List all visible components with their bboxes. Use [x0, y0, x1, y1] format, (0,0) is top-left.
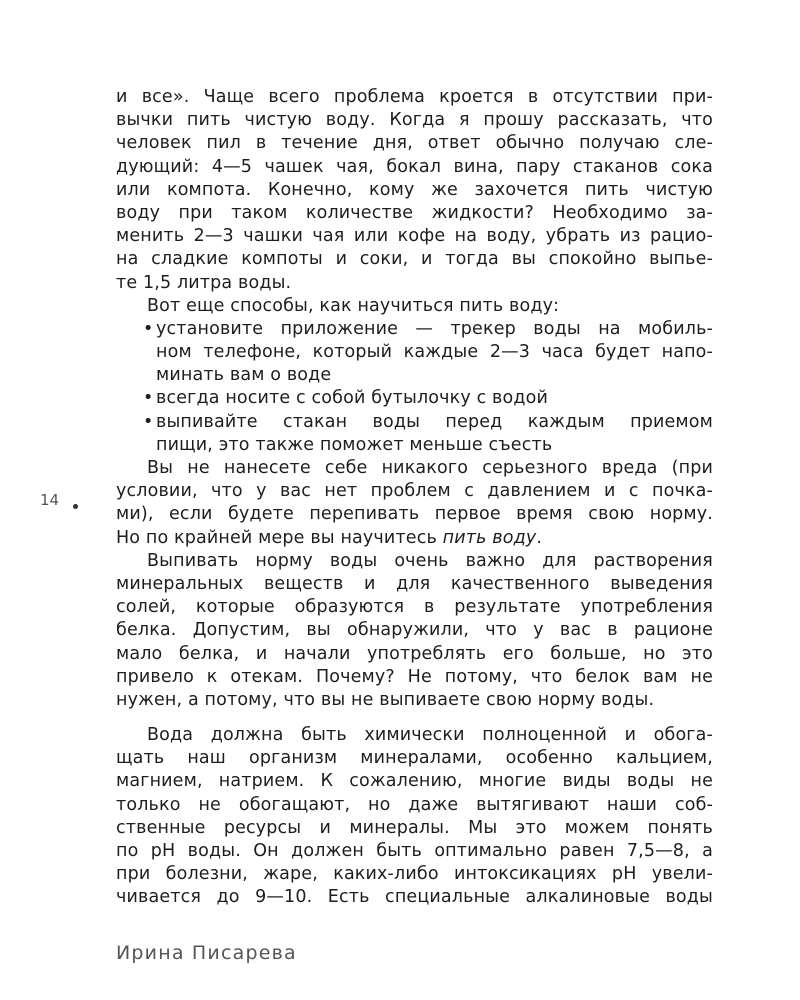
text-line: Вы не нанесете себе никакого серьезного вреда (при — [147, 458, 713, 478]
bullet-marker: • — [143, 318, 154, 339]
text-line: воду при таком количестве жидкости? Необходимо за- — [116, 202, 713, 223]
bullet-marker: • — [143, 388, 154, 409]
body-text — [116, 86, 713, 910]
text-line: те 1,5 литра воды. — [116, 272, 292, 293]
text-line: при болезни, жаре, каких-либо интоксикациях pH увели- — [116, 864, 713, 885]
text-line: ственные ресурсы и минералы. Мы это можем понять — [116, 817, 713, 838]
page-number-dot — [73, 504, 78, 509]
text-line: привело к отекам. Почему? Не потому, что белок вам не — [116, 666, 713, 687]
text-line: минать вам о воде — [156, 365, 332, 386]
page-number: 14 — [40, 491, 60, 509]
text-line: только не обогащают, но даже вытягивают наши соб- — [116, 794, 713, 815]
text-line: условии, что у вас нет проблем с давлением и с почка- — [116, 481, 713, 502]
text-line: щать наш организм минералами, особенно кальцием, — [116, 748, 713, 769]
text-line: дующий: 4—5 чашек чая, бокал вина, пару стаканов сока — [116, 156, 713, 177]
text-line — [116, 527, 713, 550]
text-line: чивается до 9—10. Есть специальные алкалиновые воды — [116, 887, 713, 908]
bullet-text: всегда носите с собой бутылочку с водой — [156, 388, 549, 409]
text-line: магнием, натрием. К сожалению, многие виды воды не — [116, 771, 713, 792]
text-line: Вода должна быть химически полноценной и обога- — [147, 725, 713, 746]
text-line: белка. Допустим, вы обнаружили, что у вас в рационе — [116, 620, 713, 641]
author-name: Ирина Писарева — [116, 942, 297, 964]
text-fragment: . — [536, 527, 543, 548]
text-line: или компота. Конечно, кому же захочется пить чистую — [116, 179, 713, 200]
bullet-text: выпивайте стакан воды перед каждым приемом — [156, 411, 713, 432]
text-line: человек пил в течение дня, ответ обычно получаю сле- — [116, 133, 713, 154]
text-line: Вот еще способы, как научиться пить воду: — [147, 295, 560, 316]
text-line: минеральных веществ и для качественного выведения — [116, 573, 713, 594]
text-line: ном телефоне, который каждые 2—3 часа будет напо- — [156, 342, 713, 363]
text-line: мало белка, и начали употреблять его больше, но это — [116, 643, 713, 664]
text-line: менить 2—3 чашки чая или кофе на воду, убрать из рацио- — [116, 226, 713, 247]
text-line: на сладкие компоты и соки, и тогда вы спокойно выпье- — [116, 249, 713, 270]
text-line: нужен, а потому, что вы не выпиваете свою норму воды. — [116, 689, 655, 710]
text-line: по pH воды. Он должен быть оптимально равен 7,5—8, а — [116, 841, 713, 861]
bullet-line — [116, 411, 713, 434]
text-line: Выпивать норму воды очень важно для растворения — [147, 550, 713, 571]
text-line: вычки пить чистую воду. Когда я прошу рассказать, что — [116, 110, 713, 131]
text-line: пищи, это также поможет меньше съесть — [156, 434, 553, 455]
text-fragment: Но по крайней мере вы научитесь — [116, 527, 443, 548]
italic-phrase: пить воду — [442, 527, 537, 548]
text-line: и все». Чаще всего проблема кроется в отсутствии при- — [116, 87, 713, 107]
bullet-marker: • — [143, 411, 154, 432]
bullet-line — [116, 318, 713, 341]
text-line: солей, которые образуются в результате употребления — [116, 597, 713, 618]
bullet-text: установите приложение — трекер воды на мобиль- — [156, 318, 713, 339]
bullet-line — [116, 387, 713, 410]
text-line: ми), если будете перепивать первое время свою норму. — [116, 504, 713, 525]
